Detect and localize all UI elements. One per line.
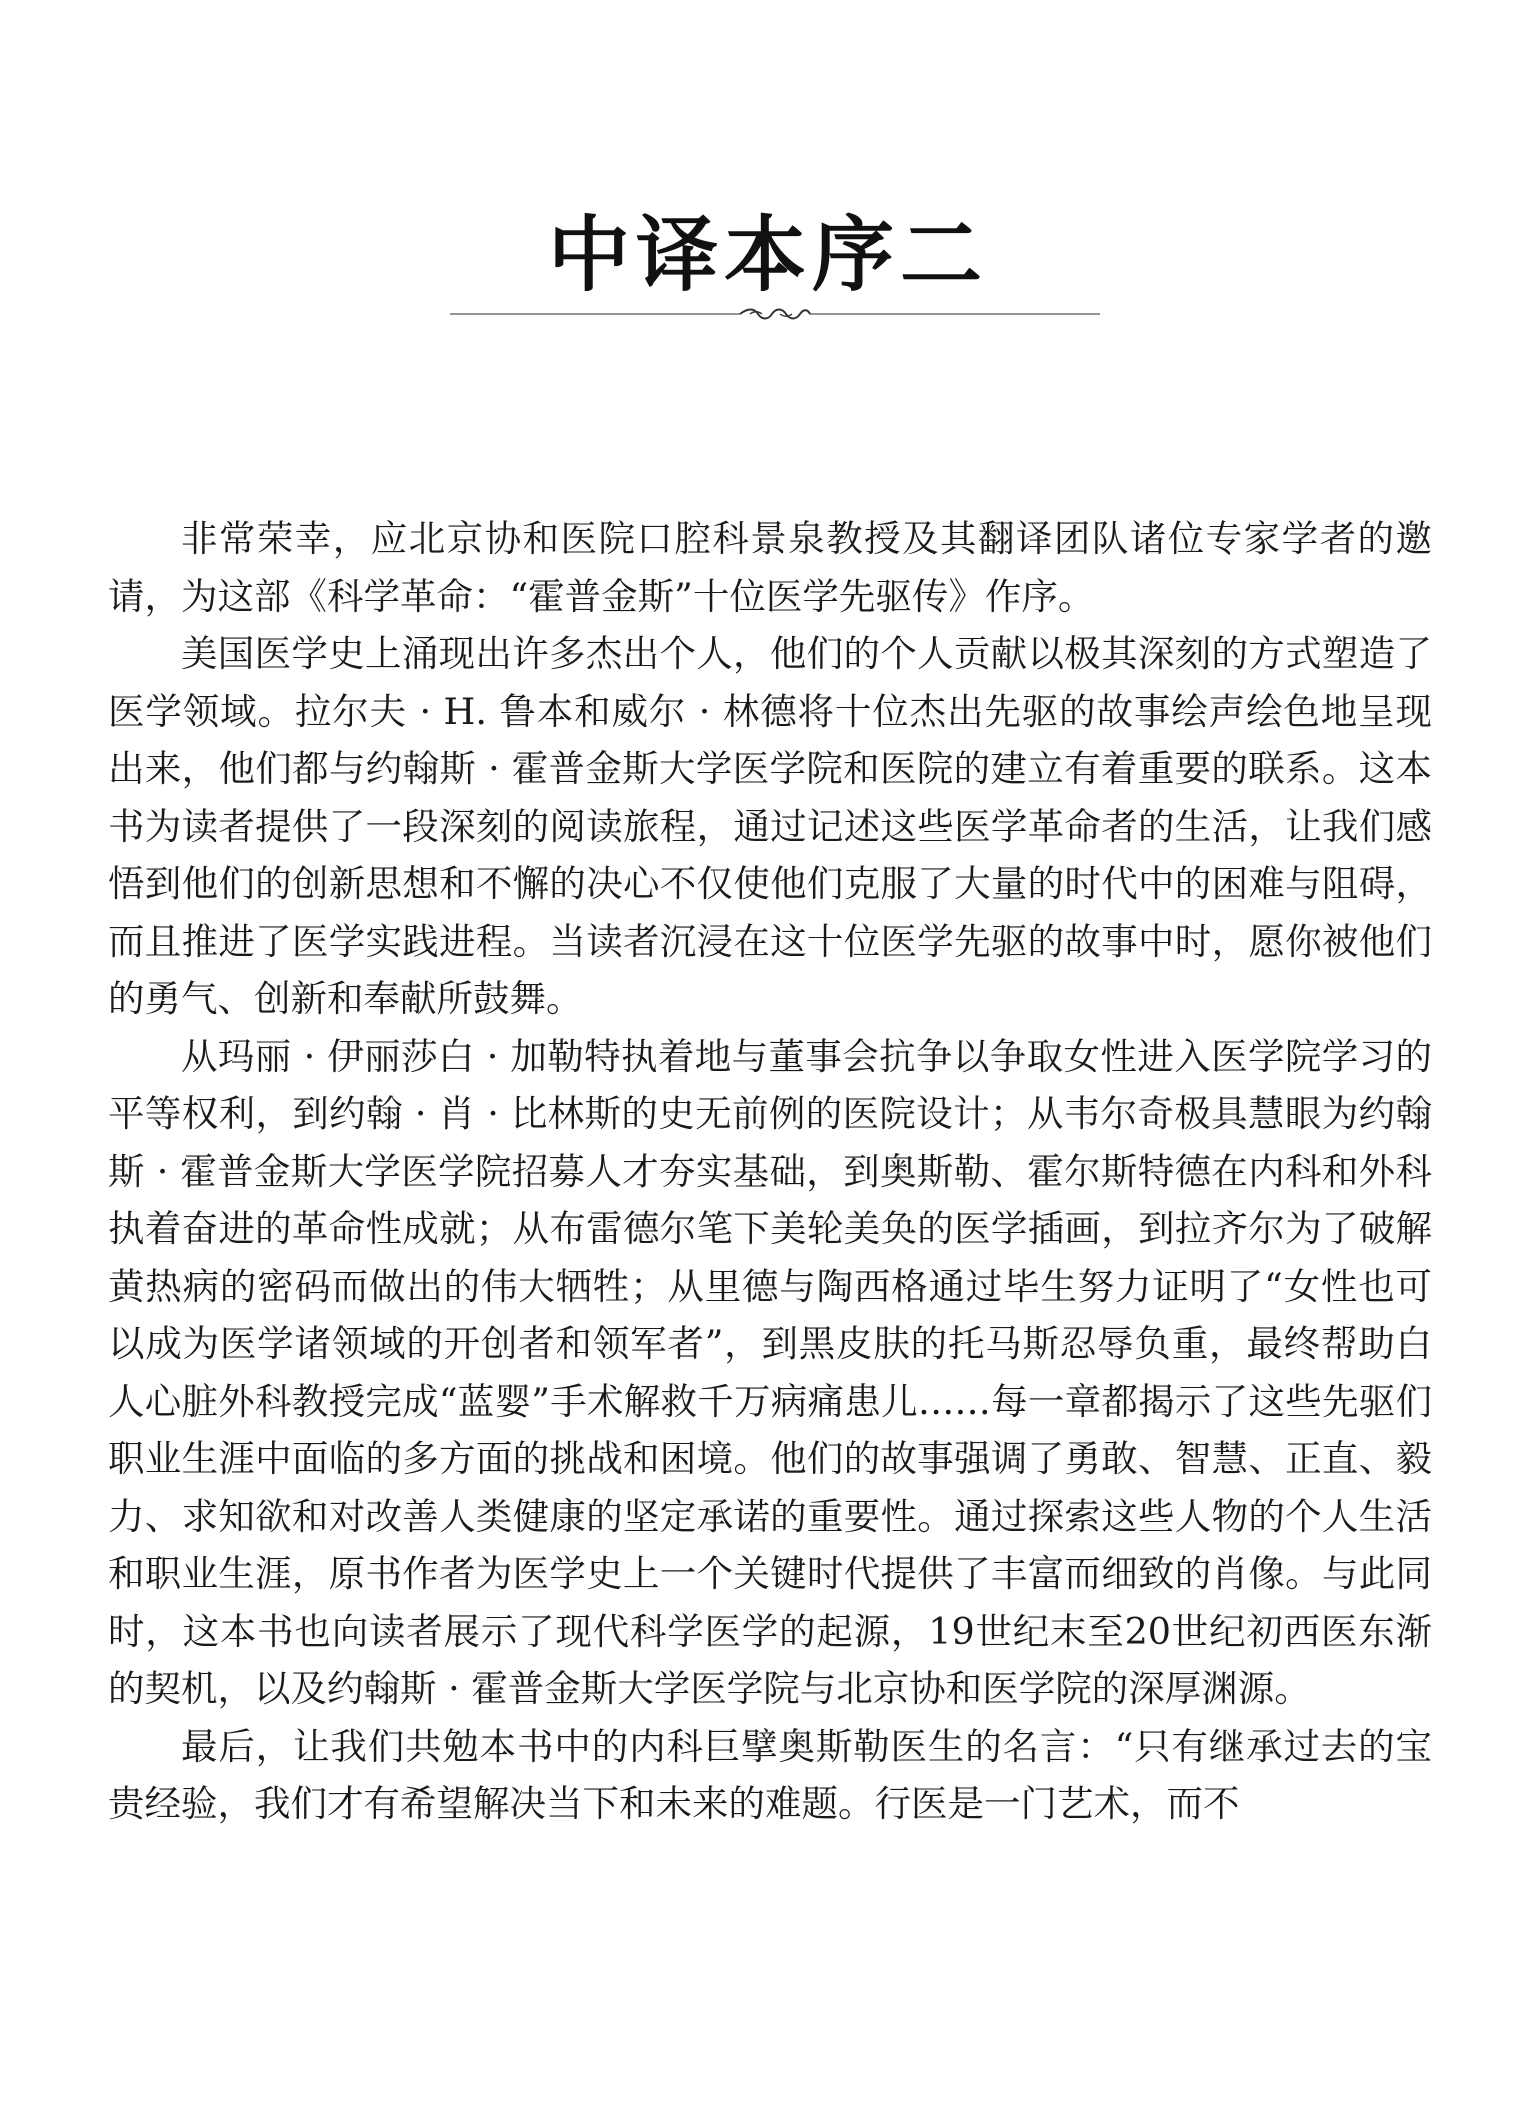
paragraph-2: 美国医学史上涌现出许多杰出个人，他们的个人贡献以极其深刻的方式塑造了医学领域。拉尔夫 · H. 鲁本和威尔 · 林德将十位杰出先驱的故事绘声绘色地呈现出来，他们都与约翰斯 · 霍普金斯大学医学院和医院的建立有着重要的联系。这本书为读者提供了一段深刻的阅读旅程，通过记述这些医学革命者的生活，让我们感悟到他们的创新思想和不懈的决心不仅使他们克服了大量的时代中的困难与阻碍，而且推进了医学实践进程。当读者沉浸在这十位医学先驱的故事中时，愿你被他们的勇气、创新和奉献所鼓舞。 [108,632,1432,1020]
page-title: 中译本序二 [547,207,988,303]
paragraph-4: 最后，让我们共勉本书中的内科巨擘奥斯勒医生的名言：“只有继承过去的宝贵经验，我们才有希望解决当下和未来的难题。行医是一门艺术，而不 [108,1724,1432,1825]
body-text [108,510,1432,1833]
paragraph-3: 从玛丽 · 伊丽莎白 · 加勒特执着地与董事会抗争以争取女性进入医学院学习的平等权利，到约翰 · 肖 · 比林斯的史无前例的医院设计；从韦尔奇极具慧眼为约翰斯 · 霍普金斯大学医学院招募人才夯实基础，到奥斯勒、霍尔斯特德在内科和外科执着奋进的革命性成就；从布雷德尔笔下美轮美奂的医学插画，到拉齐尔为了破解黄热病的密码而做出的伟大牺牲；从里德与陶西格通过毕生努力证明了“女性也可以成为医学诸领域的开创者和领军者”，到黑皮肤的托马斯忍辱负重，最终帮助白人心脏外科教授完成“蓝婴”手术解救千万病痛患儿……每一章都揭示了这些先驱们职业生涯中面临的多方面的挑战和困境。他们的故事强调了勇敢、智慧、正直、毅力、求知欲和对改善人类健康的坚定承诺的重要性。通过探索这些人物的个人生活和职业生涯，原书作者为医学史上一个关键时代提供了丰富而细致的肖像。与此同时，这本书也向读者展示了现代科学医学的起源，19世纪末至20世纪初西医东渐的契机，以及约翰斯 · 霍普金斯大学医学院与北京协和医学院的深厚渊源。 [108,1034,1432,1710]
title-divider-ornament [450,304,1100,324]
paragraph-1: 非常荣幸，应北京协和医院口腔科景泉教授及其翻译团队诸位专家学者的邀请，为这部《科学革命：“霍普金斯”十位医学先驱传》作序。 [108,517,1432,618]
